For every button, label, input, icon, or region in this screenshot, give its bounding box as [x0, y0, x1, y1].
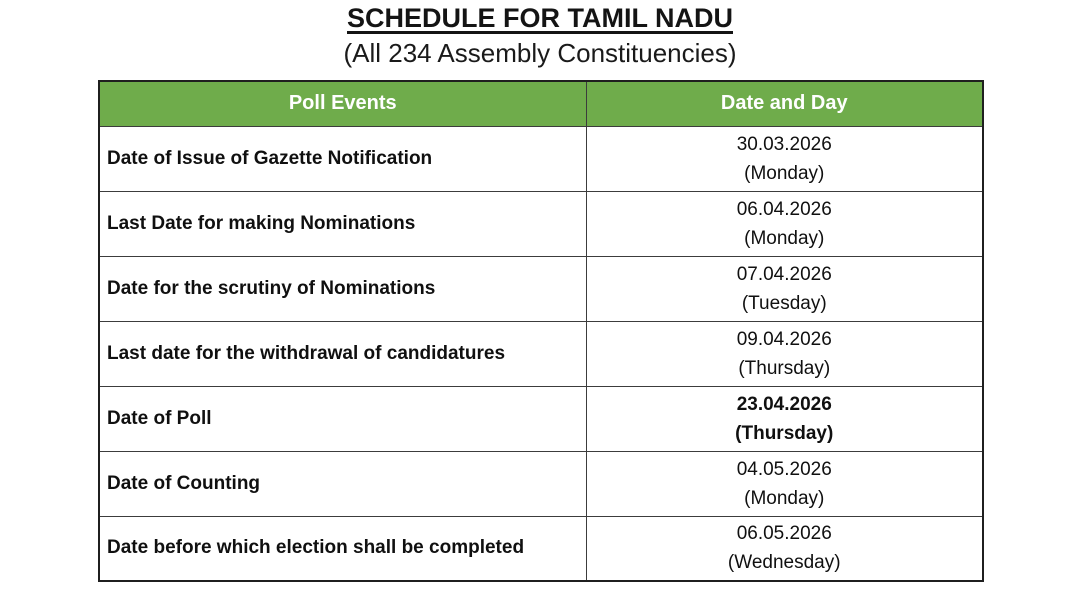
date-cell	[586, 321, 983, 386]
table-row	[99, 126, 983, 191]
day-value: (Tuesday)	[741, 292, 827, 314]
page-title: SCHEDULE FOR TAMIL NADU	[347, 3, 733, 33]
table-row	[99, 321, 983, 386]
day-value: (Monday)	[744, 487, 825, 509]
event-cell: Last date for the withdrawal of candidatures	[99, 321, 586, 386]
date-value: 09.04.2026	[736, 328, 832, 350]
column-header-date-and-day: Date and Day	[586, 81, 983, 126]
date-cell	[586, 191, 983, 256]
table-row	[99, 451, 983, 516]
date-cell	[586, 126, 983, 191]
event-cell: Date of Issue of Gazette Notification	[99, 126, 586, 191]
page-subtitle: (All 234 Assembly Constituencies)	[343, 37, 737, 68]
event-cell: Date of Poll	[99, 386, 586, 451]
table-row	[99, 191, 983, 256]
date-value: 04.05.2026	[736, 458, 832, 480]
day-value: (Wednesday)	[727, 552, 841, 574]
day-value: (Monday)	[744, 162, 825, 184]
date-cell	[586, 386, 983, 451]
event-cell: Last Date for making Nominations	[99, 191, 586, 256]
day-value: (Thursday)	[738, 357, 831, 379]
event-cell: Date for the scrutiny of Nominations	[99, 256, 586, 321]
date-value: 06.05.2026	[736, 523, 832, 545]
table-row	[99, 386, 983, 451]
event-cell: Date before which election shall be completed	[99, 516, 586, 581]
date-value: 23.04.2026	[736, 393, 832, 415]
date-cell	[586, 451, 983, 516]
table-header	[99, 81, 983, 126]
schedule-table	[98, 80, 984, 582]
column-header-poll-events: Poll Events	[99, 81, 586, 126]
event-cell: Date of Counting	[99, 451, 586, 516]
date-cell	[586, 516, 983, 581]
title-block	[0, 2, 1080, 69]
day-value: (Thursday)	[735, 422, 834, 444]
date-value: 30.03.2026	[736, 133, 832, 155]
table-body	[99, 126, 983, 581]
date-cell	[586, 256, 983, 321]
table-row	[99, 516, 983, 581]
date-value: 07.04.2026	[736, 263, 832, 285]
day-value: (Monday)	[744, 227, 825, 249]
table-row	[99, 256, 983, 321]
date-value: 06.04.2026	[736, 198, 832, 220]
header-row	[99, 81, 983, 126]
